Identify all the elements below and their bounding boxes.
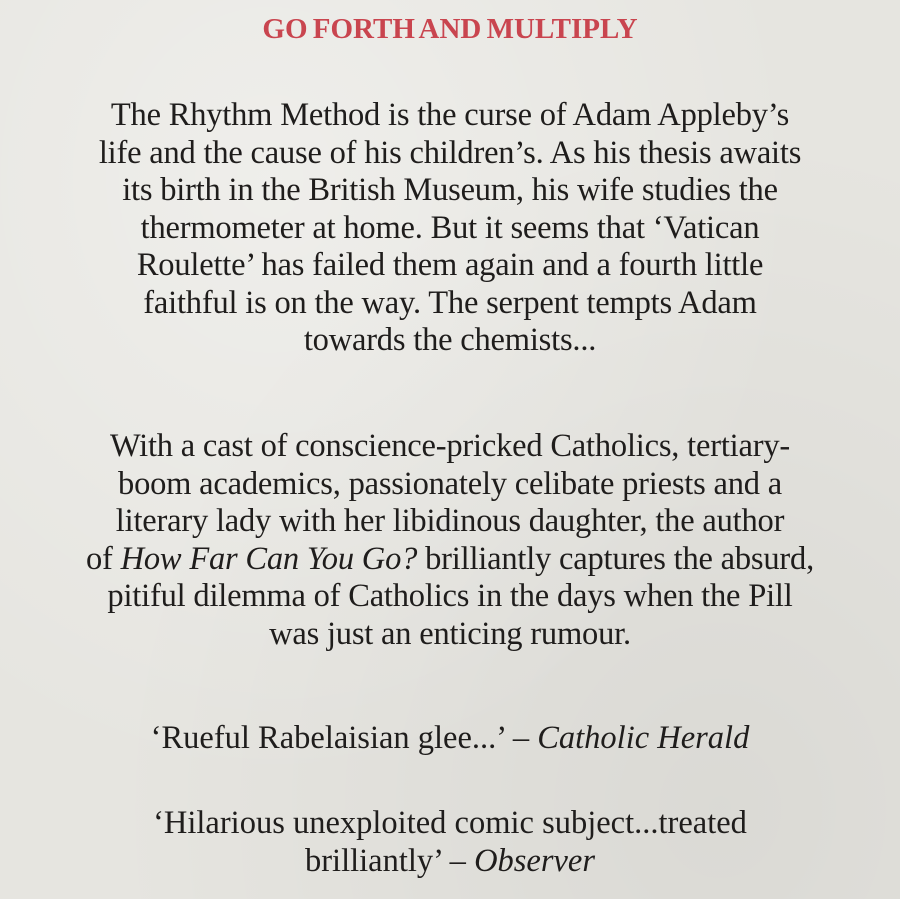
blurb-line: life and the cause of his children’s. As his thesis awaits	[98, 134, 802, 171]
blurb-line: thermometer at home. But it seems that ‘Vatican	[140, 209, 760, 246]
blurb-line: its birth in the British Museum, his wife studies the	[122, 172, 778, 208]
after-title: brilliantly captures the absurd,	[417, 540, 815, 577]
cover-heading: GO FORTH AND MULTIPLY	[262, 13, 638, 45]
of-prefix: of	[85, 540, 121, 577]
blurb-line: boom academics, passionately celibate priests and a	[118, 465, 782, 502]
blurb-line: pitiful dilemma of Catholics in the days when the Pill	[107, 578, 793, 614]
review-quote-2	[20, 805, 880, 880]
blurb-line: towards the chemists...	[303, 322, 597, 358]
blurb-line: The Rhythm Method is the curse of Adam Appleby’s	[110, 97, 790, 133]
blurb-line: Roulette’ has failed them again and a fourth little	[136, 247, 764, 283]
blurb-line: literary lady with her libidinous daughter, the author	[115, 503, 785, 539]
quote-text: ‘Rueful Rabelaisian glee...’ –	[150, 720, 538, 756]
blurb-paragraph-2	[20, 428, 880, 653]
book-title: How Far Can You Go?	[120, 540, 418, 577]
quote-line	[20, 720, 880, 758]
blurb-line-with-title	[20, 541, 880, 579]
quote-line	[20, 843, 880, 881]
quote-line: ‘Hilarious unexploited comic subject...treated	[153, 805, 747, 841]
blurb-line: faithful is on the way. The serpent tempts Adam	[143, 284, 757, 321]
quote-source: Observer	[474, 842, 596, 879]
review-quote-1	[20, 720, 880, 758]
blurb-paragraph-1	[20, 97, 880, 360]
blurb-line: With a cast of conscience-pricked Catholics, tertiary-	[109, 428, 791, 464]
quote-source: Catholic Herald	[537, 720, 750, 756]
blurb-line: was just an enticing rumour.	[269, 615, 631, 652]
quote-text: brilliantly’ –	[304, 842, 475, 879]
